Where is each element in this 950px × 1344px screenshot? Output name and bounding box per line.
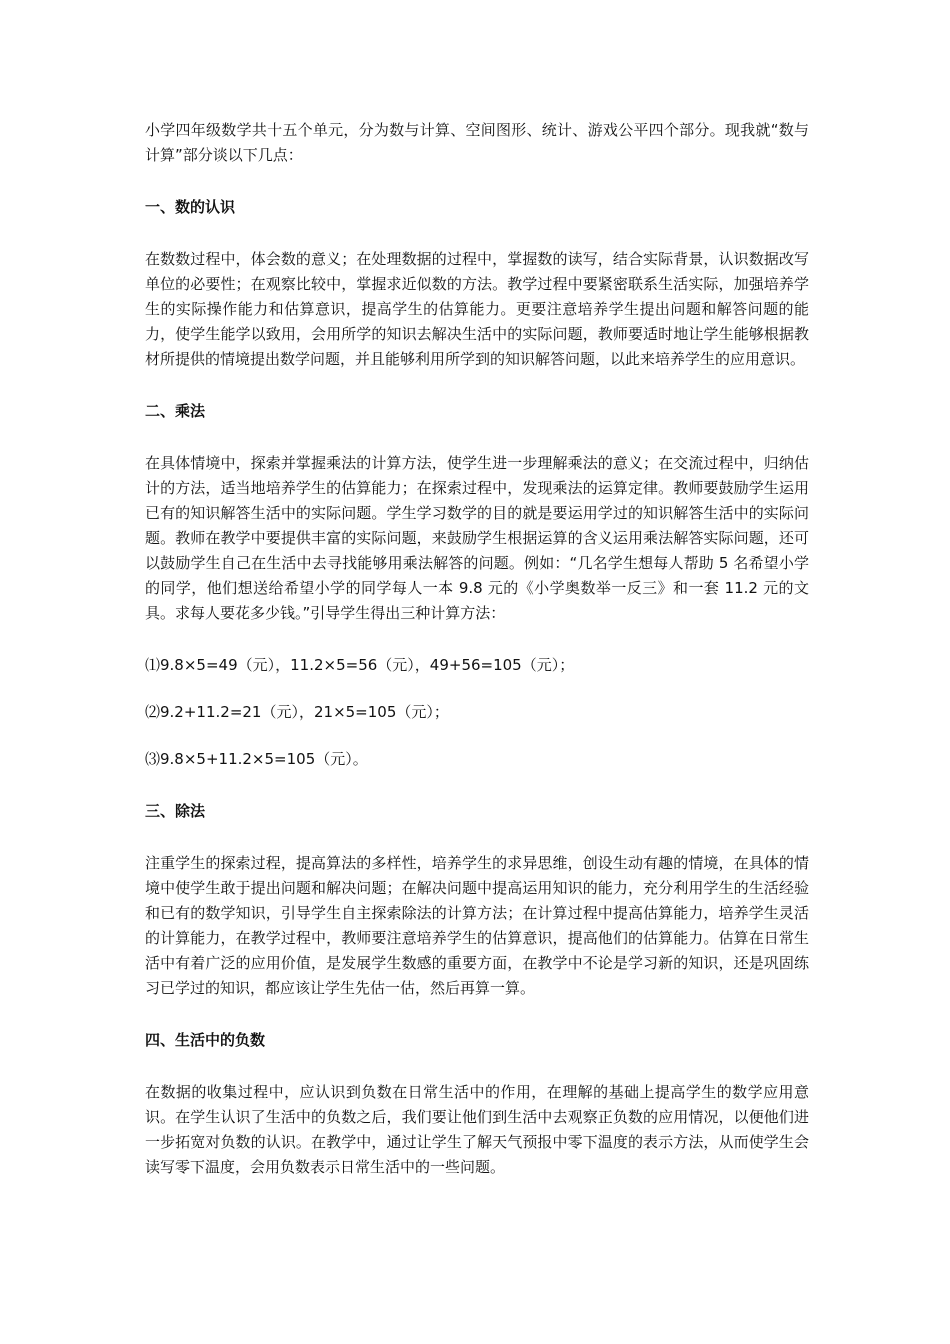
section-heading-negative-numbers: 四、生活中的负数	[145, 1031, 266, 1049]
calculation-method-2: ⑵9.2+11.2=21（元），21×5=105（元）；	[145, 703, 449, 721]
section-heading-division: 三、除法	[145, 802, 206, 820]
section-heading-multiplication: 二、乘法	[145, 402, 206, 420]
calculation-method-3: ⑶9.8×5+11.2×5=105（元）。	[145, 750, 368, 768]
section-paragraph-number-recognition: 在数数过程中，体会数的意义；在处理数据的过程中，掌握数的读写，结合实际背景，认识数据改写单位的必要性；在观察比较中，掌握求近似数的方法。教学过程中要紧密联系生活实际，加强培养学生的实际操作能力和估算意识，提高学生的估算能力。更要注意培养学生提出问题和解答问题的能力，使学生能学以致用，会用所学的知识去解决生活中的实际问题，教师要适时地让学生能够根据教材所提供的情境提出数学问题，并且能够利用所学到的知识解答问题，以此来培养学生的应用意识。	[145, 250, 809, 368]
document-body	[145, 118, 809, 1180]
section-heading-number-recognition: 一、数的认识	[145, 198, 236, 216]
section-paragraph-division: 注重学生的探索过程，提高算法的多样性，培养学生的求异思维，创设生动有趣的情境，在具体的情境中使学生敢于提出问题和解决问题；在解决问题中提高运用知识的能力，充分利用学生的生活经验和已有的数学知识，引导学生自主探索除法的计算方法；在计算过程中提高估算能力，培养学生灵活的计算能力，在教学过程中，教师要注意培养学生的估算意识，提高他们的估算能力。估算在日常生活中有着广泛的应用价值，是发展学生数感的重要方面，在教学中不论是学习新的知识，还是巩固练习已学过的知识，都应该让学生先估一估，然后再算一算。	[145, 854, 809, 997]
section-paragraph-multiplication: 在具体情境中，探索并掌握乘法的计算方法，使学生进一步理解乘法的意义；在交流过程中，归纳估计的方法，适当地培养学生的估算能力；在探索过程中，发现乘法的运算定律。教师要鼓励学生运用已有的知识解答生活中的实际问题。学生学习数学的目的就是要运用学过的知识解答生活中的实际问题。教师在教学中要提供丰富的实际问题，来鼓励学生根据运算的含义运用乘法解答实际问题，还可以鼓励学生自己在生活中去寻找能够用乘法解答的问题。例如：“几名学生想每人帮助 5 名希望小学的同学，他们想送给希望小学的同学每人一本 9.8 元的《小学奥数举一反三》和一套 11.2 元的文具。求每人要花多少钱。”引导学生得出三种计算方法：	[145, 454, 809, 622]
calculation-method-1: ⑴9.8×5=49（元），11.2×5=56（元），49+56=105（元）；	[145, 656, 575, 674]
section-paragraph-negative-numbers: 在数据的收集过程中，应认识到负数在日常生活中的作用，在理解的基础上提高学生的数学应用意识。在学生认识了生活中的负数之后，我们要让他们到生活中去观察正负数的应用情况，以便他们进一步拓宽对负数的认识。在教学中，通过让学生了解天气预报中零下温度的表示方法，从而使学生会读写零下温度，会用负数表示日常生活中的一些问题。	[145, 1083, 809, 1176]
intro-paragraph: 小学四年级数学共十五个单元，分为数与计算、空间图形、统计、游戏公平四个部分。现我就“数与计算”部分谈以下几点：	[145, 121, 809, 164]
